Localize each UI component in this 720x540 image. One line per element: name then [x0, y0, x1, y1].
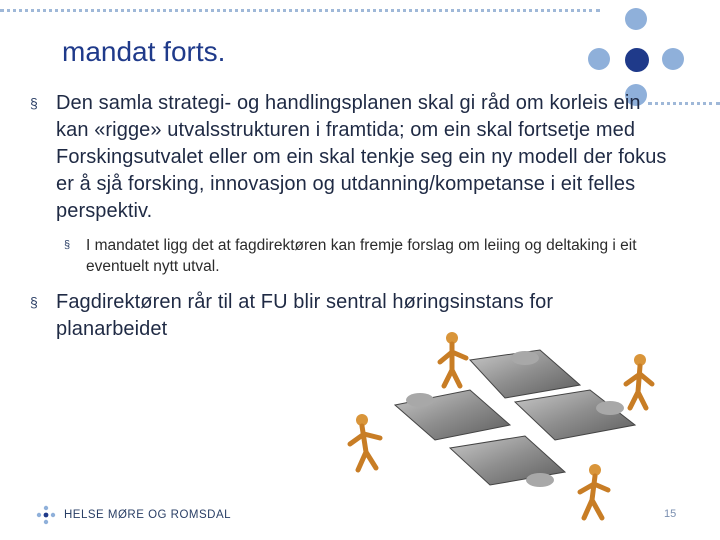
decor-circle — [588, 48, 610, 70]
bullet-item — [30, 90, 670, 225]
puzzle-piece — [395, 390, 510, 440]
bullet-text: Den samla strategi- og handlingsplanen skal gi råd om korleis ein kan «rigge» utvalsstrukturen i framtida; om ein skal fortsetje med Forskingsutvalet eller om ein skal tenkje seg ein ny modell der fokus er å sjå forsking, innovasjon og utdanning/kompetanse i eit felles perspektiv. — [56, 92, 667, 222]
decor-circle — [625, 48, 649, 72]
logo-dots-icon — [36, 505, 56, 525]
bullet-text: Fagdirektøren rår til at FU blir sentral høringsinstans for planarbeidet — [56, 291, 554, 340]
logo-text: HELSE MØRE OG ROMSDAL — [64, 509, 232, 521]
decor-circle — [662, 48, 684, 70]
bullet-list — [30, 90, 670, 343]
bullet-marker: § — [30, 294, 38, 310]
bullet-marker: § — [30, 95, 38, 111]
puzzle-piece — [450, 436, 565, 487]
slide-title: mandat forts. — [62, 36, 226, 67]
page-number: 15 — [664, 508, 677, 520]
sub-bullet-item — [30, 235, 670, 277]
puzzle-piece — [515, 390, 635, 440]
sub-bullet-text: I mandatet ligg det at fagdirektøren kan fremje forslag om leiing og deltaking i eit eventuelt nytt utval. — [86, 237, 637, 275]
dotted-rule-top — [0, 9, 600, 12]
figure — [440, 332, 466, 386]
figure — [350, 414, 380, 470]
bullet-marker: § — [64, 239, 71, 251]
footer-logo — [36, 505, 231, 525]
puzzle-illustration — [340, 330, 670, 530]
puzzle-piece — [470, 350, 580, 398]
figure — [580, 464, 608, 518]
figure — [626, 354, 652, 408]
decor-circle — [625, 8, 647, 30]
spacer — [30, 277, 670, 289]
